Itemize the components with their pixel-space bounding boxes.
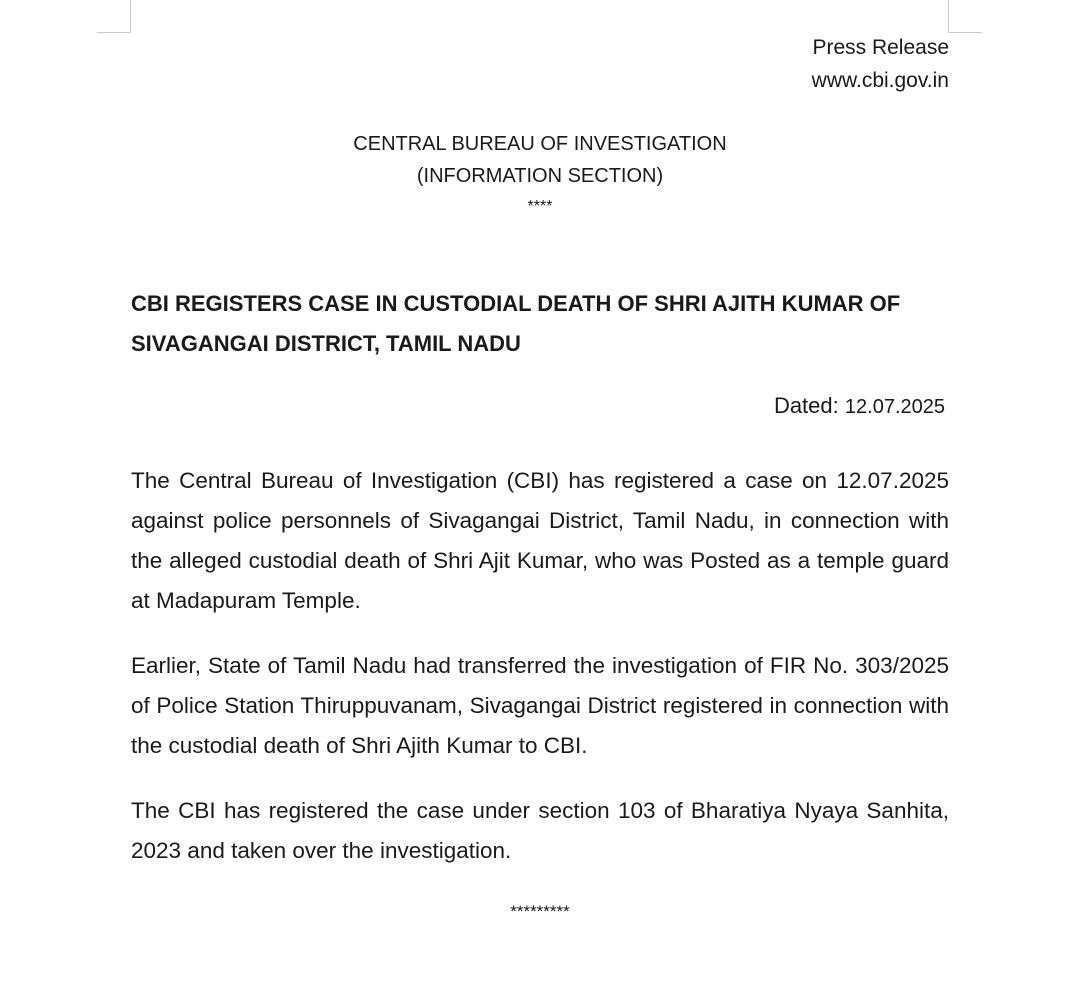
page-corner-mark-right (948, 0, 982, 33)
organization-section: (INFORMATION SECTION) (416, 165, 664, 187)
date-label: Dated: (773, 393, 839, 418)
body-paragraph: The Central Bureau of Investigation (CBI) has registered a case on 12.07.2025 against police personnels of Sivagangai District, Tamil Nadu, in connection with the alleged custodial death of Shri Ajit Kumar, who was Posted as a temple guard at Madapuram Temple. (131, 468, 949, 613)
date-value: 12.07.2025 (844, 396, 945, 418)
press-release-headline: CBI REGISTERS CASE IN CUSTODIAL DEATH OF SHRI AJITH KUMAR OF SIVAGANGAI DISTRICT, TAMIL NADU (131, 291, 901, 356)
body-paragraph: Earlier, State of Tamil Nadu had transferred the investigation of FIR No. 303/2025 of Police Station Thiruppuvanam, Sivagangai District registered in connection with the custodial death of Shri Ajith Kumar to CBI. (131, 653, 949, 758)
body-paragraph: The CBI has registered the case under section 103 of Bharatiya Nyaya Sanhita, 2023 and taken over the investigation. (131, 798, 949, 863)
organization-name: CENTRAL BUREAU OF INVESTIGATION (353, 133, 727, 155)
end-marker: ********* (510, 902, 570, 921)
date-line (774, 393, 945, 420)
press-release-label: Press Release (812, 36, 949, 59)
website-url: www.cbi.gov.in (811, 69, 949, 92)
header-separator: **** (527, 198, 553, 215)
page-corner-mark-left (97, 0, 131, 33)
